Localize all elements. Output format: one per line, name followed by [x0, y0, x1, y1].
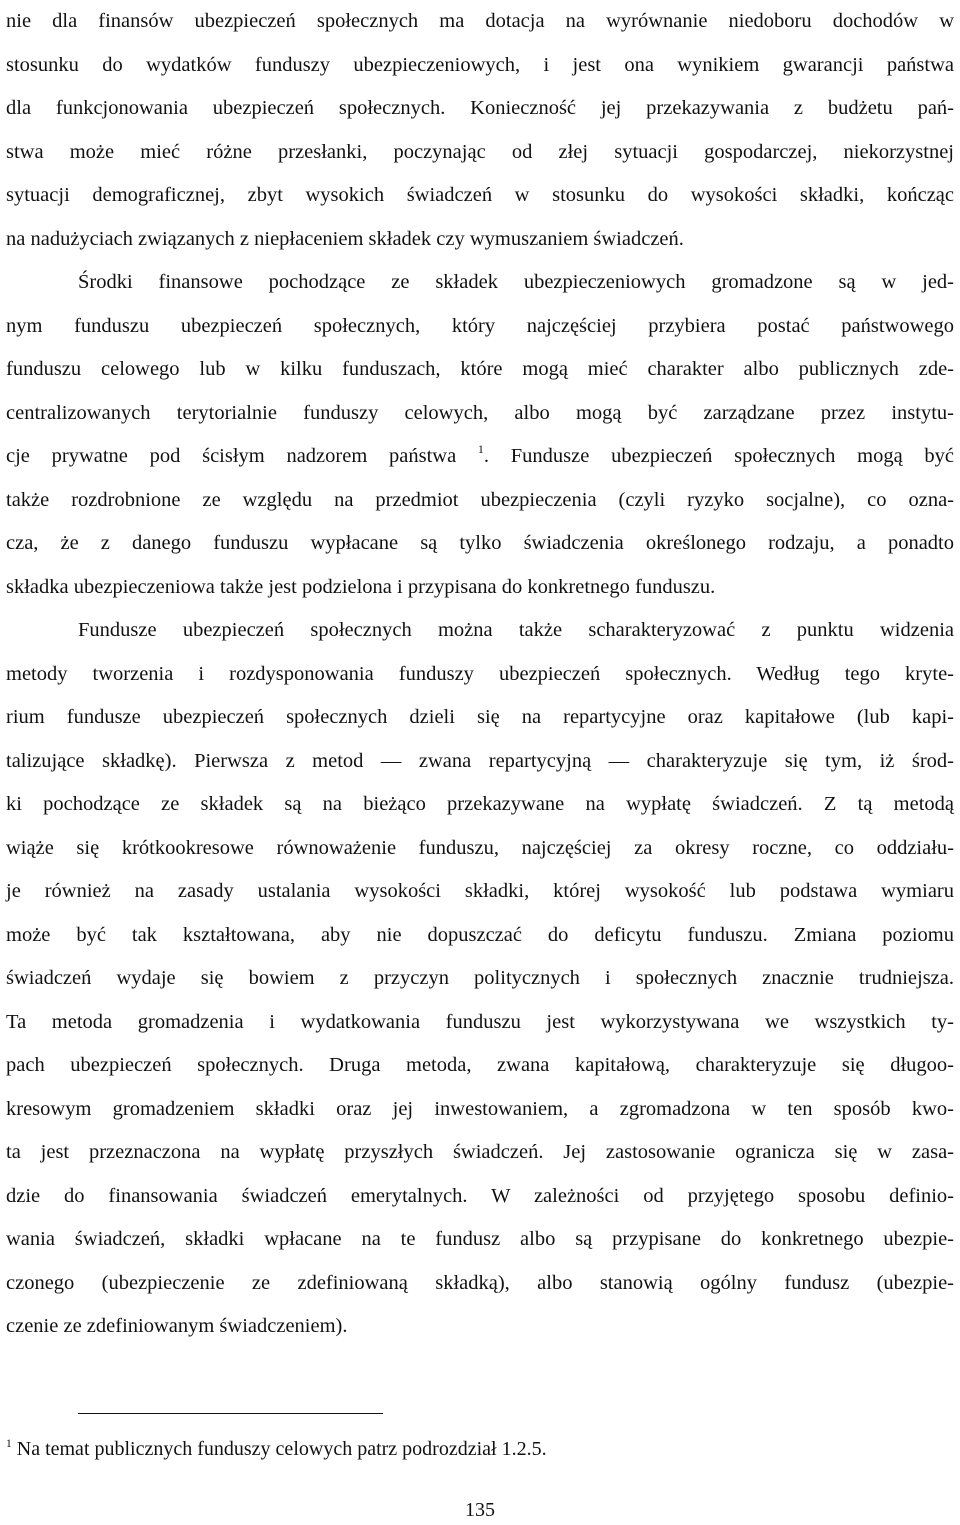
body-line: nym funduszu ubezpieczeń społecznych, który najczęściej przybiera postać państwowego: [6, 314, 954, 337]
body-line: dla funkcjonowania ubezpieczeń społecznych. Konieczność jej przekazywania z budżetu pań-: [6, 97, 954, 119]
body-line: je również na zasady ustalania wysokości składki, której wysokość lub podstawa wymiaru: [6, 880, 954, 902]
body-line: czonego (ubezpieczenie ze zdefiniowaną składką), albo stanowią ogólny fundusz (ubezpie-: [6, 1271, 954, 1294]
body-line: talizujące składkę). Pierwsza z metod — zwana repartycyjną — charakteryzuje się tym, iż środ-: [6, 749, 954, 772]
body-line: nie dla finansów ubezpieczeń społecznych ma dotacja na wyrównanie niedoboru dochodów w: [6, 10, 954, 32]
footnote-separator: [78, 1413, 383, 1414]
footnote-marker: 1: [6, 1438, 12, 1450]
body-line: wiąże się krótkookresowe równoważenie funduszu, najczęściej za okresy roczne, co oddziału-: [6, 836, 954, 859]
body-line: wania świadczeń, składki wpłacane na te fundusz albo są przypisane do konkretnego ubezpie-: [6, 1228, 954, 1250]
body-line: stwa może mieć różne przesłanki, poczynając od złej sytuacji gospodarczej, niekorzystnej: [6, 140, 954, 163]
page-number: 135: [465, 1499, 495, 1521]
body-line: na nadużyciach związanych z niepłaceniem składek czy wymuszaniem świadczeń.: [6, 227, 684, 250]
body-line: kresowym gromadzeniem składki oraz jej inwestowaniem, a zgromadzona w ten sposób kwo-: [6, 1097, 954, 1120]
body-line: może być tak kształtowana, aby nie dopuszczać do deficytu funduszu. Zmiana poziomu: [6, 923, 954, 946]
footnote-text: Na temat publicznych funduszy celowych patrz podrozdział 1.2.5.: [16, 1438, 547, 1460]
body-line: dzie do finansowania świadczeń emerytalnych. W zależności od przyjętego sposobu definio-: [6, 1184, 954, 1207]
body-line: ki pochodzące ze składek są na bieżąco przekazywane na wypłatę świadczeń. Z tą metodą: [6, 793, 954, 815]
body-text: cje prywatne pod ścisłym nadzorem państwa: [6, 445, 457, 467]
body-line: także rozdrobnione ze względu na przedmiot ubezpieczenia (czyli ryzyko socjalne), co ozna-: [6, 488, 954, 511]
body-line: rium fundusze ubezpieczeń społecznych dzieli się na repartycyjne oraz kapitałowe (lub kapi-: [6, 706, 954, 728]
body-text: . Fundusze ubezpieczeń społecznych mogą być: [483, 445, 955, 467]
body-line: stosunku do wydatków funduszy ubezpieczeniowych, i jest ona wynikiem gwarancji państwa: [6, 53, 954, 76]
body-line: funduszu celowego lub w kilku funduszach, które mogą mieć charakter albo publicznych zde-: [6, 358, 954, 380]
body-line: ta jest przeznaczona na wypłatę przyszłych świadczeń. Jej zastosowanie ogranicza się w zasa-: [6, 1141, 954, 1163]
body-line: składka ubezpieczeniowa także jest podzielona i przypisana do konkretnego funduszu.: [6, 575, 716, 598]
body-line: czenie ze zdefiniowanym świadczeniem).: [6, 1315, 348, 1337]
body-line: sytuacji demograficznej, zbyt wysokich świadczeń w stosunku do wysokości składki, kończąc: [6, 184, 954, 206]
body-line: centralizowanych terytorialnie funduszy celowych, albo mogą być zarządzane przez instytu-: [6, 401, 954, 424]
footnote-reference[interactable]: 1: [477, 442, 484, 456]
document-page: [6, 0, 954, 1349]
body-line: Ta metoda gromadzenia i wydatkowania funduszu jest wykorzystywana we wszystkich ty-: [6, 1010, 954, 1033]
body-line-with-footnote-ref: [6, 435, 954, 479]
footnote: [6, 1437, 547, 1461]
body-line: cza, że z danego funduszu wypłacane są tylko świadczenia określonego rodzaju, a ponadto: [6, 532, 954, 554]
body-line: pach ubezpieczeń społecznych. Druga metoda, zwana kapitałową, charakteryzuje się długoo-: [6, 1054, 954, 1076]
paragraph-start-line: Środki finansowe pochodzące ze składek ubezpieczeniowych gromadzone są w jed-: [78, 271, 954, 293]
body-line: metody tworzenia i rozdysponowania funduszy ubezpieczeń społecznych. Według tego kryte-: [6, 662, 954, 685]
body-line: świadczeń wydaje się bowiem z przyczyn politycznych i społecznych znacznie trudniejsza.: [6, 967, 954, 989]
paragraph-start-line: Fundusze ubezpieczeń społecznych można także scharakteryzować z punktu widzenia: [78, 619, 954, 641]
